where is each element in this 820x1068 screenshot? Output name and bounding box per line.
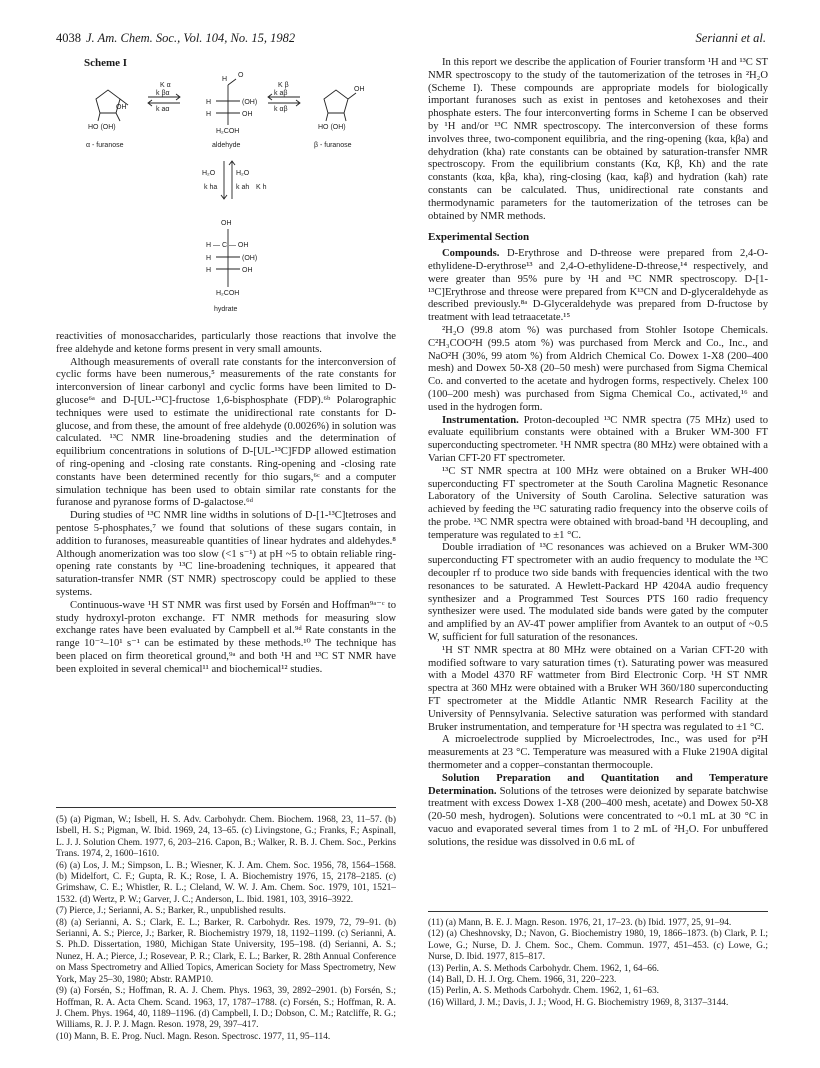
hydrate-oh2-label: OH bbox=[242, 267, 253, 274]
hydrate-oh-label: OH bbox=[221, 220, 232, 227]
paragraph: ¹H ST NMR spectra at 80 MHz were obtained on a Varian CFT-20 with modified software to vary saturation times (τ). Saturating power was measured with a Model 4370 RF wattmeter from Bird Electronic Corp. ¹H ST NMR spectra at 360 MHz were obtained with a Bruker WH 360/180 superconducting FT spectrometer at the Middle Atlantic NMR Research Facility at the University of Pennsylvania. Selective saturation was performed with standard Bruker instrumentation, and temperature for ¹H spectra was regulated to ±1 °C. bbox=[428, 644, 768, 733]
k-alpha-label: K α bbox=[160, 82, 171, 89]
h2o-right-label: H₂O bbox=[236, 170, 250, 177]
paragraph bbox=[428, 415, 768, 466]
journal-citation: J. Am. Chem. Soc., Vol. 104, No. 15, 1982 bbox=[86, 31, 296, 45]
aldehyde-label: aldehyde bbox=[212, 142, 241, 149]
paragraph: Continuous-wave ¹H ST NMR was first used by Forsén and Hoffman⁹ᵃ⁻ᶜ to study hydroxyl-proton exchange. FT NMR methods for measuring slow exchange rates have been evaluated by Campbell et al.⁹ᵈ Rate constants in the range 10⁻²–10¹ s⁻¹ can be estimated by these methods.¹⁰ The technique has been placed on firm theoretical ground,⁹ᵃ and both ¹H and ¹³C ST NMR have been exploited in several chemical¹¹ and biochemical¹² studies. bbox=[56, 599, 396, 675]
paragraph: During studies of ¹³C NMR line widths in solutions of D-[1-¹³C]tetroses and pentose 5-phosphates,⁷ we found that solutions of these sugars contain, in addition to furanoses, measureable quantities of linear hydrates and aldehydes.⁸ Although anomerization was too slow (<1 s⁻¹) at pH ~5 to obtain reliable ring-opening rate constants by ¹³C line-broadening techniques, it appeared that saturation-transfer NMR (ST NMR) spectroscopy could be applied to these systems. bbox=[56, 510, 396, 598]
hydrate-oh1-label: (OH) bbox=[242, 255, 258, 262]
footnote: (13) Perlin, A. S. Methods Carbohydr. Chem. 1962, 1, 64–66. bbox=[428, 963, 659, 974]
section-heading: Experimental Section bbox=[428, 231, 530, 244]
paragraph bbox=[428, 773, 768, 850]
paragraph-text: D-Erythrose and D-threose were prepared from 2,4-O-ethylidene-D-erythrose¹³ and 2,4-O-ethylidene-D-threose,¹⁴ respectively, and were greater than 95% pure by ¹H and ¹³C NMR spectroscopy. D-[1-¹³C]Erythrose and threose were prepared from K¹³CN and D-glyceraldehyde as described previously.⁸ᵃ D-Glyceraldehyde was prepared from D-fructose by treatment with lead tetraacetate.¹⁵ bbox=[428, 248, 768, 324]
alpha-ho-label: HO (OH) bbox=[88, 124, 116, 131]
paragraph-text: Proton-decoupled ¹³C NMR spectra (75 MHz) used to evaluate equilibrium constants were obtained with a Bruker WM-300 FT superconducting spectrometer. ¹H NMR spectra (80 MHz) were obtained with a Varian CFT-20 FT spectrometer. bbox=[428, 414, 768, 464]
paragraph: In this report we describe the application of Fourier transform ¹H and ¹³C ST NMR spectroscopy to the study of the tautomerization of the tetroses in ²H₂O (Scheme I). These compounds are appropriate models for biologically important furanoses such as exist in pentoses and ketohexoses and their phosphate esters. The four interconverting forms in Scheme I can be observed by ¹H and/or ¹³C NMR spectroscopy. The interconversion of these forms involves three, two-component equilibria, and the ring-opening (kαa, kβa) and dehydration (kha) rate constants can be obtained by saturation-transfer NMR spectroscopy. From the equilibrium constants (Kα, Kβ, Kh) and the rate constants (kαa, kβa, kha), ring-closing (kaα, kaβ) and hydration (kah) rate constants can be calculated. Thus, unidirectional rate constants and thermodynamic parameters for the tautomerization of the tetroses can be obtained by NMR methods. bbox=[428, 57, 768, 222]
footnote-divider bbox=[56, 807, 396, 808]
beta-oh-label: OH bbox=[354, 86, 365, 93]
k-ah-label: k ah bbox=[236, 184, 250, 191]
k-h-label: K h bbox=[256, 184, 267, 191]
aldehyde-oh2-label: OH bbox=[242, 111, 253, 118]
k-beta-open-label: k aβ bbox=[274, 90, 288, 97]
footnote: (10) Mann, B. E. Prog. Nucl. Magn. Reson. Spectrosc. 1977, 11, 95–114. bbox=[56, 1031, 331, 1042]
running-header bbox=[56, 31, 766, 47]
hydrate-h2coh-label: H₂COH bbox=[216, 290, 240, 297]
alpha-oh-label: OH bbox=[116, 104, 127, 111]
aldehyde-o-label: O bbox=[238, 72, 244, 79]
k-alpha-open-label: k βα bbox=[156, 90, 170, 97]
beta-furanose-label: β - furanose bbox=[314, 142, 352, 149]
aldehyde-h2-label: H bbox=[206, 111, 212, 118]
k-alpha-close-label: k aα bbox=[156, 106, 170, 113]
paragraph bbox=[428, 248, 768, 325]
footnote-divider bbox=[428, 911, 768, 912]
footnote: (5) (a) Pigman, W.; Isbell, H. S. Adv. Carbohydr. Chem. Biochem. 1968, 23, 11–57. (b) Isbell, H. S.; Pigman, W. Ibid. 1969, 24, 13–65. (c) Livingstone, G.; Franks, F.; Aspinall, L. J. J. Solution Chem. 1977, 6, 203–216. Capon, B.; Walker, R. B. J. Chem. Soc., Perkins Trans. 1974, 2, 1600–1610. bbox=[56, 815, 396, 860]
scheme-title: Scheme I bbox=[84, 57, 128, 69]
right-column bbox=[428, 57, 768, 850]
aldehyde-oh1-label: (OH) bbox=[242, 99, 258, 106]
footnote: (8) (a) Serianni, A. S.; Clark, E. L.; Barker, R. Carbohydr. Res. 1979, 72, 79–91. (b) Serianni, A. S.; Pierce, J.; Barker, R. Biochemistry 1979, 18, 1192–1199. (c) Serianni, A. S. Ph.D. Dissertation, 1980, Michigan State University, 195–198. (d) Serianni, A. S.; Nunez, H. A.; Pierce, J.; Rosevear, P. R.; Clark, E. L.; Barker, R. 28th Annual Conference on Mass Spectrometry and Allied Topics, American Society for Mass Spectrometry, New York, May 25–30, 1980; Abstr. RAMP10. bbox=[56, 917, 396, 985]
beta-ho-label: HO (OH) bbox=[318, 124, 346, 131]
footnote: (15) Perlin, A. S. Methods Carbohydr. Chem. 1962, 1, 61–63. bbox=[428, 986, 659, 997]
hydrate-label: hydrate bbox=[214, 306, 238, 313]
alpha-furanose-label: α - furanose bbox=[86, 142, 124, 149]
footnote: (9) (a) Forsén, S.; Hoffman, R. A. J. Chem. Phys. 1963, 39, 2892–2901. (b) Forsén, S.; Hoffman, R. A. Acta Chem. Scand. 1963, 17, 1787–1788. (c) Forsén, S.; Hoffman, R. A. J. Chem. Phys. 1964, 40, 1189–1196. (d) Campbell, I. D.; Dobson, C. M.; Ratcliffe, R. G.; Williams, R. J. P. J. Magn. Reson. 1978, 29, 397–417. bbox=[56, 986, 396, 1031]
k-ha-label: k ha bbox=[204, 184, 218, 191]
footnote: (12) (a) Cheshnovsky, D.; Navon, G. Biochemistry 1980, 19, 1866–1873. (b) Clark, P. I.; Lowe, G.; Nurse, D. J. Chem. Soc., Chem. Commun. 1977, 451–453. (c) Lowe, G.; Nurse, D. Ibid. 1977, 815–817. bbox=[428, 929, 768, 963]
footnotes-right bbox=[428, 918, 768, 1009]
footnote: (6) (a) Los, J. M.; Simpson, L. B.; Wiesner, K. J. Am. Chem. Soc. 1956, 78, 1564–1568. (b) Midelfort, C. F.; Gupta, R. K.; Rose, I. A. Biochemistry 1976, 15, 2178–2185. (c) Grimshaw, C. E.; Whistler, R. L.; Cleland, W. W. J. Am. Chem. Soc. 1979, 101, 1521–1532. (d) Wertz, P. W.; Garver, J. C.; Anderson, L. Ibid. 1981, 103, 3916–3922. bbox=[56, 860, 396, 905]
paragraph: Although measurements of overall rate constants for the interconversion of cyclic forms have been numerous,⁵ measurements of the rate constants for interconversion of linear carbonyl and cyclic forms have been limited to D-glucose⁶ᵃ and D-[UL-¹³C]-fructose 1,6-bisphosphate (FDP).⁶ᵇ Polarographic techniques were used to estimate the unidirectional rate constants for D-glucose, and from these, the amount of free aldehyde (0.0026%) in solution was calculated. ¹³C NMR line-broadening studies and the determination of equilibrium concentrations in solutions of D-[UL-¹³C]FDP allowed estimation of ring-opening and -closing rate constants. Ring-opening and -closing rate constants have been determined recently for thio sugars,⁶ᶜ and a computer simulation technique has been used to obtain similar rate constants for the furanose and pyranose forms of D-galactose.⁶ᵈ bbox=[56, 356, 396, 509]
scheme-figure bbox=[56, 57, 396, 319]
paragraph: ¹³C ST NMR spectra at 100 MHz were obtained on a Bruker WH-400 superconducting FT spectrometer at the South Carolina Magnetic Resonance Laboratory of the University of South Carolina. Selective saturation was achieved by feeding the ¹³C saturating radio frequency into the observe coils of the probe. ¹³C NMR spectra were obtained with broad-band ¹H decoupling, and temperature was regulated to ±1 °C. bbox=[428, 465, 768, 541]
beta-furanose-ring bbox=[324, 90, 348, 113]
footnote: (11) (a) Mann, B. E. J. Magn. Reson. 1976, 21, 17–23. (b) Ibid. 1977, 25, 91–94. bbox=[428, 918, 732, 928]
footnote: (16) Willard, J. M.; Davis, J. J.; Wood, H. G. Biochemistry 1969, 8, 3137–3144. bbox=[428, 997, 729, 1008]
paragraph: ²H₂O (99.8 atom %) was purchased from Stohler Isotope Chemicals. C²H₃COO²H (99.5 atom %) was purchased from Merck and Co., Inc., and NaO²H (30%, 99 atom %) from Aldrich Chemical Co. Dowex 1-X8 (200–400 mesh) and Dowex 50-X8 (20–50 mesh) were purchased from Sigma Chemical Co. and converted to the acetate and hydrogen forms, respectively. Chelex 100 (100–200 mesh) was purchased from Sigma Chemical Co., activated,¹⁶ and used in the hydrogen form. bbox=[428, 324, 768, 413]
page-number: 4038 bbox=[56, 31, 81, 45]
hydrate-h2-label: H bbox=[206, 267, 212, 274]
subsection-heading: Instrumentation. bbox=[442, 414, 519, 426]
paragraph-text: Solutions of the tetroses were deionized by separate batchwise treatment with excess Dowex 1-X8 (200–400 mesh, acetate) and Dowex 50-X8 (20-50 mesh, hydrogen). Solutions were concentrated to ~0.1 mL at 30 °C in vacuo and evaporated several times from 1 to 2 mL of ²H₂O. For unbuffered solutions, the residue was dissolved in 0.6 mL of bbox=[428, 785, 768, 848]
footnote: (7) Pierce, J.; Serianni, A. S.; Barker, R., unpublished results. bbox=[56, 906, 286, 917]
footnote: (14) Ball, D. H. J. Org. Chem. 1966, 31, 220–223. bbox=[428, 975, 617, 986]
subsection-heading: Solution Preparation and Quantitation and Temperature Determination. bbox=[428, 772, 768, 797]
subsection-heading: Compounds. bbox=[442, 248, 500, 260]
hydrate-h1-label: H bbox=[206, 255, 212, 262]
paragraph: reactivities of monosaccharides, particularly those reactions that involve the free aldehyde and ketone forms present in very small amounts. bbox=[56, 331, 396, 355]
h2o-left-label: H₂O bbox=[202, 170, 216, 177]
k-beta-label: K β bbox=[278, 82, 289, 89]
hydrate-hcoh-label: H — C — OH bbox=[206, 242, 249, 249]
k-beta-close-label: k αβ bbox=[274, 106, 288, 113]
aldehyde-h2coh-label: H₂COH bbox=[216, 128, 240, 135]
aldehyde-h1-label: H bbox=[206, 99, 212, 106]
scheme-drawing bbox=[56, 57, 396, 319]
paragraph: Double irradiation of ¹³C resonances was achieved on a Bruker WM-300 superconducting FT spectrometer with an audio frequency to modulate the ¹³C decoupler rf to produce two side bands with frequencies identical with the two resonances to be saturated. A Hewlett-Packard HP 4204A audio frequency synthesizer and a Programmed Test Sources PTS 160 radio frequency synthesizer were used. The modulated side bands were gated by the computer and amplified by an AV-4T power amplifier from Avantek to an output of ~0.5 W, sufficient for full saturation of the resonances. bbox=[428, 542, 768, 644]
aldehyde-h-label: H bbox=[222, 76, 228, 83]
running-authors: Serianni et al. bbox=[695, 31, 766, 45]
footnotes-left bbox=[56, 815, 396, 1043]
paragraph: A microelectrode supplied by Microelectrodes, Inc., was used for p²H measurements at 23 °C. Temperature was measured with a Fluke 2190A digital thermometer and a copper–constantan thermocouple. bbox=[428, 734, 768, 772]
left-column bbox=[56, 331, 396, 677]
